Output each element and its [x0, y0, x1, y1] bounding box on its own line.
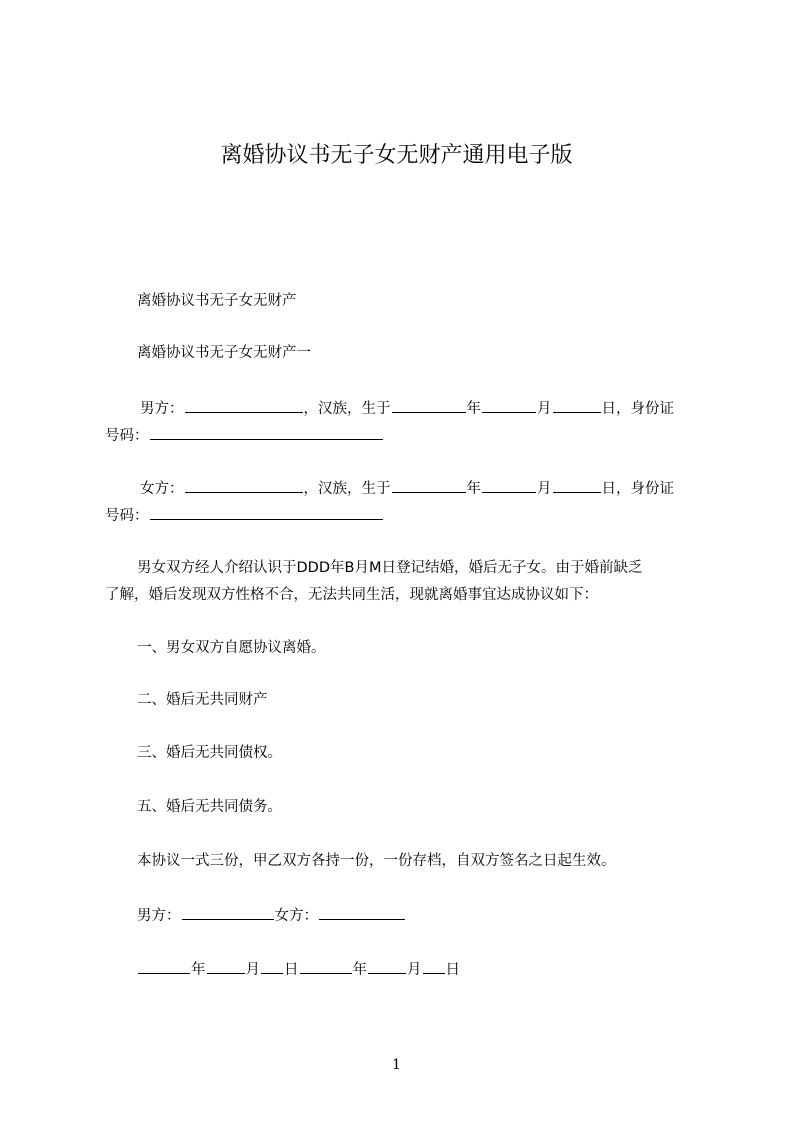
date-1-year-blank — [138, 959, 190, 974]
female-day-id-label: 日，身份证 — [601, 481, 674, 497]
female-ethnicity-text: ，汉族，生于 — [303, 481, 391, 497]
male-info-line — [140, 398, 674, 419]
intro-line-2: 了解，婚后发现双方性格不合，无法共同生活，现就离婚事宜达成协议如下： — [105, 587, 598, 603]
date-line — [137, 959, 460, 980]
signature-line — [137, 905, 406, 926]
male-month-label: 月 — [537, 401, 552, 417]
female-id-label: 号码： — [105, 508, 149, 524]
date-2-day-blank — [423, 959, 445, 974]
date-2-year-label: 年 — [352, 962, 367, 978]
female-month-blank — [482, 478, 536, 493]
male-month-blank — [482, 398, 536, 413]
female-info-line — [140, 478, 674, 499]
male-id-label: 号码： — [105, 428, 149, 444]
male-day-blank — [553, 398, 601, 413]
subtitle-1: 离婚协议书无子女无财产 — [137, 293, 297, 309]
date-2-year-blank — [300, 959, 352, 974]
male-day-id-label: 日，身份证 — [601, 401, 674, 417]
date-1-year-label: 年 — [191, 962, 206, 978]
clause-1: 一、男女双方自愿协议离婚。 — [137, 640, 326, 656]
clause-5: 五、婚后无共同债务。 — [137, 799, 282, 815]
date-1-day-label: 日 — [284, 962, 299, 978]
female-month-label: 月 — [537, 481, 552, 497]
female-day-blank — [553, 478, 601, 493]
date-1-month-label: 月 — [245, 962, 260, 978]
date-2-month-label: 月 — [407, 962, 422, 978]
female-year-label: 年 — [466, 481, 481, 497]
date-1-month-blank — [207, 959, 245, 974]
signature-female-blank — [319, 905, 405, 920]
subtitle-2: 离婚协议书无子女无财产一 — [137, 345, 311, 361]
male-name-blank — [185, 398, 303, 413]
male-label: 男方： — [140, 401, 184, 417]
female-id-blank — [150, 505, 383, 520]
female-year-blank — [392, 478, 466, 493]
clause-3: 三、婚后无共同债权。 — [137, 745, 282, 761]
male-year-blank — [392, 398, 466, 413]
document-title: 离婚协议书无子女无财产通用电子版 — [220, 143, 573, 168]
male-id-blank — [150, 425, 383, 440]
female-id-line — [105, 505, 384, 526]
page-number: 1 — [392, 1057, 401, 1073]
date-2-month-blank — [368, 959, 406, 974]
male-ethnicity-text: ，汉族，生于 — [303, 401, 391, 417]
male-id-line — [105, 425, 384, 446]
signature-male-blank — [182, 905, 274, 920]
female-label: 女方： — [140, 481, 184, 497]
date-2-day-label: 日 — [445, 962, 460, 978]
intro-line-1: 男女双方经人介绍认识于DDD年B月M日登记结婚，婚后无子女。由于婚前缺乏 — [137, 560, 643, 576]
date-1-day-blank — [261, 959, 283, 974]
copies-clause: 本协议一式三份，甲乙双方各持一份，一份存档，自双方签名之日起生效。 — [137, 853, 616, 869]
signature-female-label: 女方： — [274, 908, 318, 924]
female-name-blank — [185, 478, 303, 493]
clause-2: 二、婚后无共同财产 — [137, 692, 268, 708]
male-year-label: 年 — [466, 401, 481, 417]
signature-male-label: 男方： — [137, 908, 181, 924]
